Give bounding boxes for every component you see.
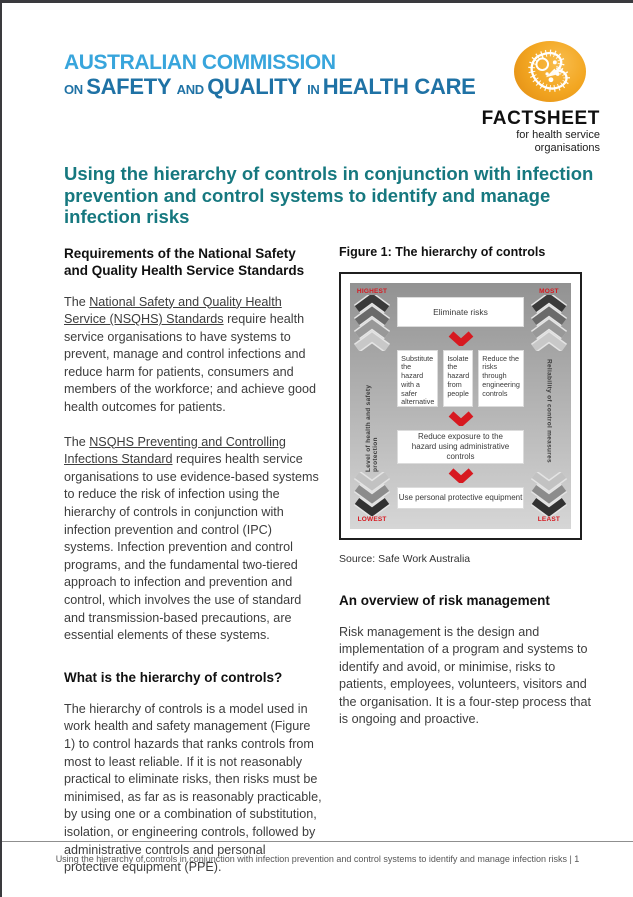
- p1-prefix: The: [64, 294, 90, 309]
- brand-line1: AUSTRALIAN COMMISSION: [64, 51, 336, 74]
- brand-word-on: ON: [64, 82, 87, 97]
- figure-left-axis: [350, 283, 394, 529]
- paragraph-nsqhs-standards: [64, 294, 322, 417]
- red-down-chevron-icon: [448, 468, 474, 483]
- right-column: [339, 245, 601, 894]
- factsheet-label: FACTSHEET: [481, 108, 600, 129]
- left-column: [64, 245, 322, 894]
- brand-line2: [64, 75, 476, 102]
- right-axis-label: Reliability of control measures: [545, 359, 553, 463]
- level-engineering: Reduce the risks through engineering controls: [478, 350, 524, 407]
- section-heading-risk-management: An overview of risk management: [339, 592, 550, 608]
- highest-label: HIGHEST: [356, 287, 388, 295]
- factsheet-subtitle-line1: for health service: [516, 129, 600, 141]
- microbe-icon: [521, 43, 579, 101]
- paragraph-hierarchy-description: The hierarchy of controls is a model used in work health and safety management (Figure 1) to control hazards that ranks controls from most to least reliable. If it is not reasonably practical to eliminate risks, then risks must be minimised, as far as is reasonably practicable, by using one or a combination of substitution, isolation, or engineering controls, followed by administrative controls and personal protective equipment (PPE).: [64, 701, 322, 875]
- brand-word-safety: SAFETY: [86, 74, 177, 99]
- level-administrative: Reduce exposure to the hazard using administrative controls: [397, 430, 524, 464]
- level-eliminate-risks: Eliminate risks: [397, 297, 524, 327]
- down-chevron-stack-icon: [354, 472, 390, 516]
- p1-suffix: require health service organisations to have systems to prevent, manage and control infections and reduce harm for patients, consumers and members of the workforce; and achieve good health outcomes for patients.: [64, 312, 317, 415]
- lowest-label: LOWEST: [357, 515, 387, 523]
- hierarchy-of-controls-figure: [339, 272, 582, 540]
- brand-word-healthcare: HEALTH CARE: [322, 74, 476, 99]
- brand-wordmark: [64, 39, 476, 155]
- footer-text: Using the hierarchy of controls in conjunction with infection prevention and control systems to identify and manage infection risks | 1: [55, 854, 580, 864]
- level-row-substitution: [397, 350, 524, 407]
- level-isolate: Isolate the hazard from people: [443, 350, 473, 407]
- down-chevron-stack-icon: [531, 472, 567, 516]
- p2-suffix: requires health service organisations to use evidence-based systems to reduce the risk of infection using the hierarchy of controls in conjunction with infection prevention and control (IPC) systems. Infection prevention and control programs, and the fundamental two-tiered approach to infection and prevention and control, which involves the use of standard and transmission-based precautions, are essential elements of these systems.: [64, 452, 319, 643]
- paragraph-preventing-infections: [64, 434, 322, 645]
- up-chevron-stack-icon: [354, 295, 390, 351]
- header: [2, 3, 633, 155]
- preventing-controlling-infections-link[interactable]: NSQHS Preventing and Controlling Infections Standard: [64, 434, 286, 467]
- brand-word-and: AND: [176, 82, 208, 97]
- figure-source: Source: Safe Work Australia: [339, 552, 471, 565]
- content-columns: [64, 245, 633, 894]
- left-axis-label: Level of health and safety protection: [365, 384, 380, 472]
- page-footer: [2, 841, 633, 897]
- factsheet-subtitle-line2: organisations: [534, 142, 600, 154]
- level-ppe: Use personal protective equipment: [397, 487, 524, 509]
- most-label: MOST: [539, 287, 559, 295]
- header-right: [482, 39, 600, 155]
- brand-word-in: IN: [307, 82, 323, 97]
- brand-word-quality: QUALITY: [207, 74, 308, 99]
- red-down-chevron-icon: [448, 411, 474, 426]
- section-heading-hierarchy: What is the hierarchy of controls?: [64, 669, 283, 685]
- microbe-logo-icon: [514, 41, 586, 102]
- figure-caption: Figure 1: The hierarchy of controls: [339, 244, 546, 259]
- figure-levels: [394, 283, 527, 529]
- section-heading-requirements: Requirements of the National Safety and Quality Health Service Standards: [64, 245, 305, 278]
- p2-prefix: The: [64, 434, 90, 449]
- figure-right-axis: [527, 283, 571, 529]
- page-title: Using the hierarchy of controls in conjunction with infection prevention and control systems to identify and manage infection risks: [64, 163, 594, 227]
- level-substitute: Substitute the hazard with a safer alternative: [397, 350, 438, 407]
- red-down-chevron-icon: [448, 331, 474, 346]
- figure-panel: [350, 283, 571, 529]
- up-chevron-stack-icon: [531, 295, 567, 351]
- paragraph-risk-management: Risk management is the design and implementation of a program and systems to identify and avoid, or minimise, risks to patients, employees, volunteers, visitors and the organisation. It is a four-step process that is ongoing and proactive.: [339, 624, 592, 727]
- nsqhs-standards-link[interactable]: National Safety and Quality Health Service (NSQHS) Standards: [64, 294, 282, 327]
- least-label: LEAST: [537, 515, 561, 523]
